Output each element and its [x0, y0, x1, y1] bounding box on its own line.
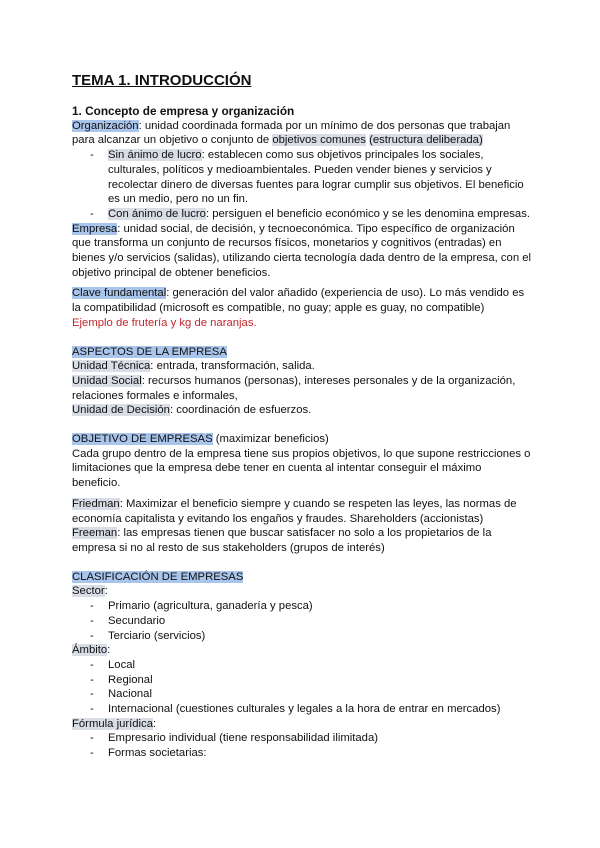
- objetivo-paragraph: Cada grupo dentro de la empresa tiene sus propios objetivos, lo que supone restricciones o limitaciones que la empresa debe tener en cuenta al intentar conseguir el máximo beneficio.: [72, 447, 531, 490]
- list-item: - Formas societarias:: [108, 746, 532, 761]
- sin-animo-term: Sin ánimo de lucro: [108, 149, 202, 162]
- sector-list: [72, 599, 532, 643]
- friedman-paragraph: Friedman: Maximizar el beneficio siempre y cuando se respeten las leyes, las normas de economía capitalista y evitando los engaños y fraudes. Shareholders (accionistas): [72, 497, 517, 525]
- sector-label-line: Sector:: [72, 585, 108, 598]
- objetivo-heading: OBJETIVO DE EMPRESAS: [72, 433, 213, 446]
- list-item: - Empresario individual (tiene responsabilidad ilimitada): [108, 731, 532, 746]
- ambito-list: [72, 658, 532, 717]
- list-item: - Primario (agricultura, ganadería y pesca): [108, 599, 532, 614]
- clave-paragraph: Clave fundamental: generación del valor añadido (experiencia de uso). Lo más vendido es la compatibilidad (microsoft es compatible, no guay; apple es guay, no compatible): [72, 287, 525, 315]
- con-animo-term: Con ánimo de lucro: [108, 207, 206, 220]
- empresa-term: Empresa: [72, 222, 118, 235]
- freeman-paragraph: Freeman: las empresas tienen que buscar satisfacer no solo a los propietarios de la empresa si no al resto de sus stakeholders (grupos de interés): [72, 527, 492, 554]
- list-item: Unidad Social: recursos humanos (personas), intereses personales y de la organización, relaciones formales e informales,: [72, 374, 516, 402]
- formula-label-line: Fórmula jurídica:: [72, 717, 157, 730]
- clasificacion-heading-line: [72, 570, 532, 585]
- list-item: - Local: [108, 658, 532, 673]
- objetivo-heading-line: OBJETIVO DE EMPRESAS (maximizar beneficios): [72, 433, 329, 446]
- list-item: - Regional: [108, 673, 532, 688]
- formula-list: [72, 731, 532, 760]
- sector-label: Sector: [72, 585, 105, 598]
- list-item: - Sin ánimo de lucro: establecen como sus objetivos principales los sociales, culturales, políticos y medioambientales. Pueden vender bienes y servicios y recolectar dinero de diversas fuentes para lograr cumplir sus objetivos. El beneficio es un medio, pero no un fin.: [108, 148, 532, 207]
- list-item: - Internacional (cuestiones culturales y legales a la hora de entrar en mercados): [108, 702, 532, 717]
- freeman-term: Freeman: [72, 527, 118, 540]
- clave-term: Clave fundamental: [72, 287, 167, 300]
- formula-label: Fórmula jurídica: [72, 717, 153, 730]
- list-item: Unidad Técnica: entrada, transformación, salida.: [72, 360, 315, 373]
- organizacion-text: : unidad coordinada formada por un mínimo de dos personas que trabajan para alcanzar un objetivo o conjunto de: [72, 119, 511, 147]
- clasificacion-heading: CLASIFICACIÓN DE EMPRESAS: [72, 570, 244, 583]
- organizacion-term: Organización: [72, 119, 139, 132]
- list-item: - Secundario: [108, 614, 532, 629]
- lucro-list: [72, 148, 532, 222]
- page-title: TEMA 1. INTRODUCCIÓN: [72, 72, 252, 89]
- list-item: - Nacional: [108, 687, 532, 702]
- organizacion-paragraph: [72, 119, 532, 148]
- estructura-deliberada-highlight: (estructura deliberada): [369, 134, 483, 147]
- document-content: [72, 72, 532, 761]
- aspectos-heading: ASPECTOS DE LA EMPRESA: [72, 345, 227, 358]
- aspectos-heading-line: [72, 345, 532, 360]
- ambito-label-line: Ámbito:: [72, 644, 111, 657]
- objetivos-comunes-highlight: objetivos comunes: [272, 134, 366, 147]
- list-item: - Terciario (servicios): [108, 629, 532, 644]
- ambito-label: Ámbito: [72, 644, 108, 657]
- list-item: - Con ánimo de lucro: persiguen el beneficio económico y se les denomina empresas.: [108, 207, 532, 222]
- empresa-paragraph: Empresa: unidad social, de decisión, y tecnoeconómica. Tipo específico de organización que transforma un conjunto de recursos físicos, monetarios y cognitivos (entradas) en bienes y/o servicios (salidas), utilizando cierta tecnología dada dentro de la empresa, con el objetivo principal de obtener beneficios.: [72, 222, 532, 279]
- ejemplo-note: Ejemplo de frutería y kg de naranjas.: [72, 316, 257, 329]
- list-item: Unidad de Decisión: coordinación de esfuerzos.: [72, 404, 312, 417]
- friedman-term: Friedman: [72, 497, 120, 510]
- section-heading-concepto: 1. Concepto de empresa y organización: [72, 104, 295, 118]
